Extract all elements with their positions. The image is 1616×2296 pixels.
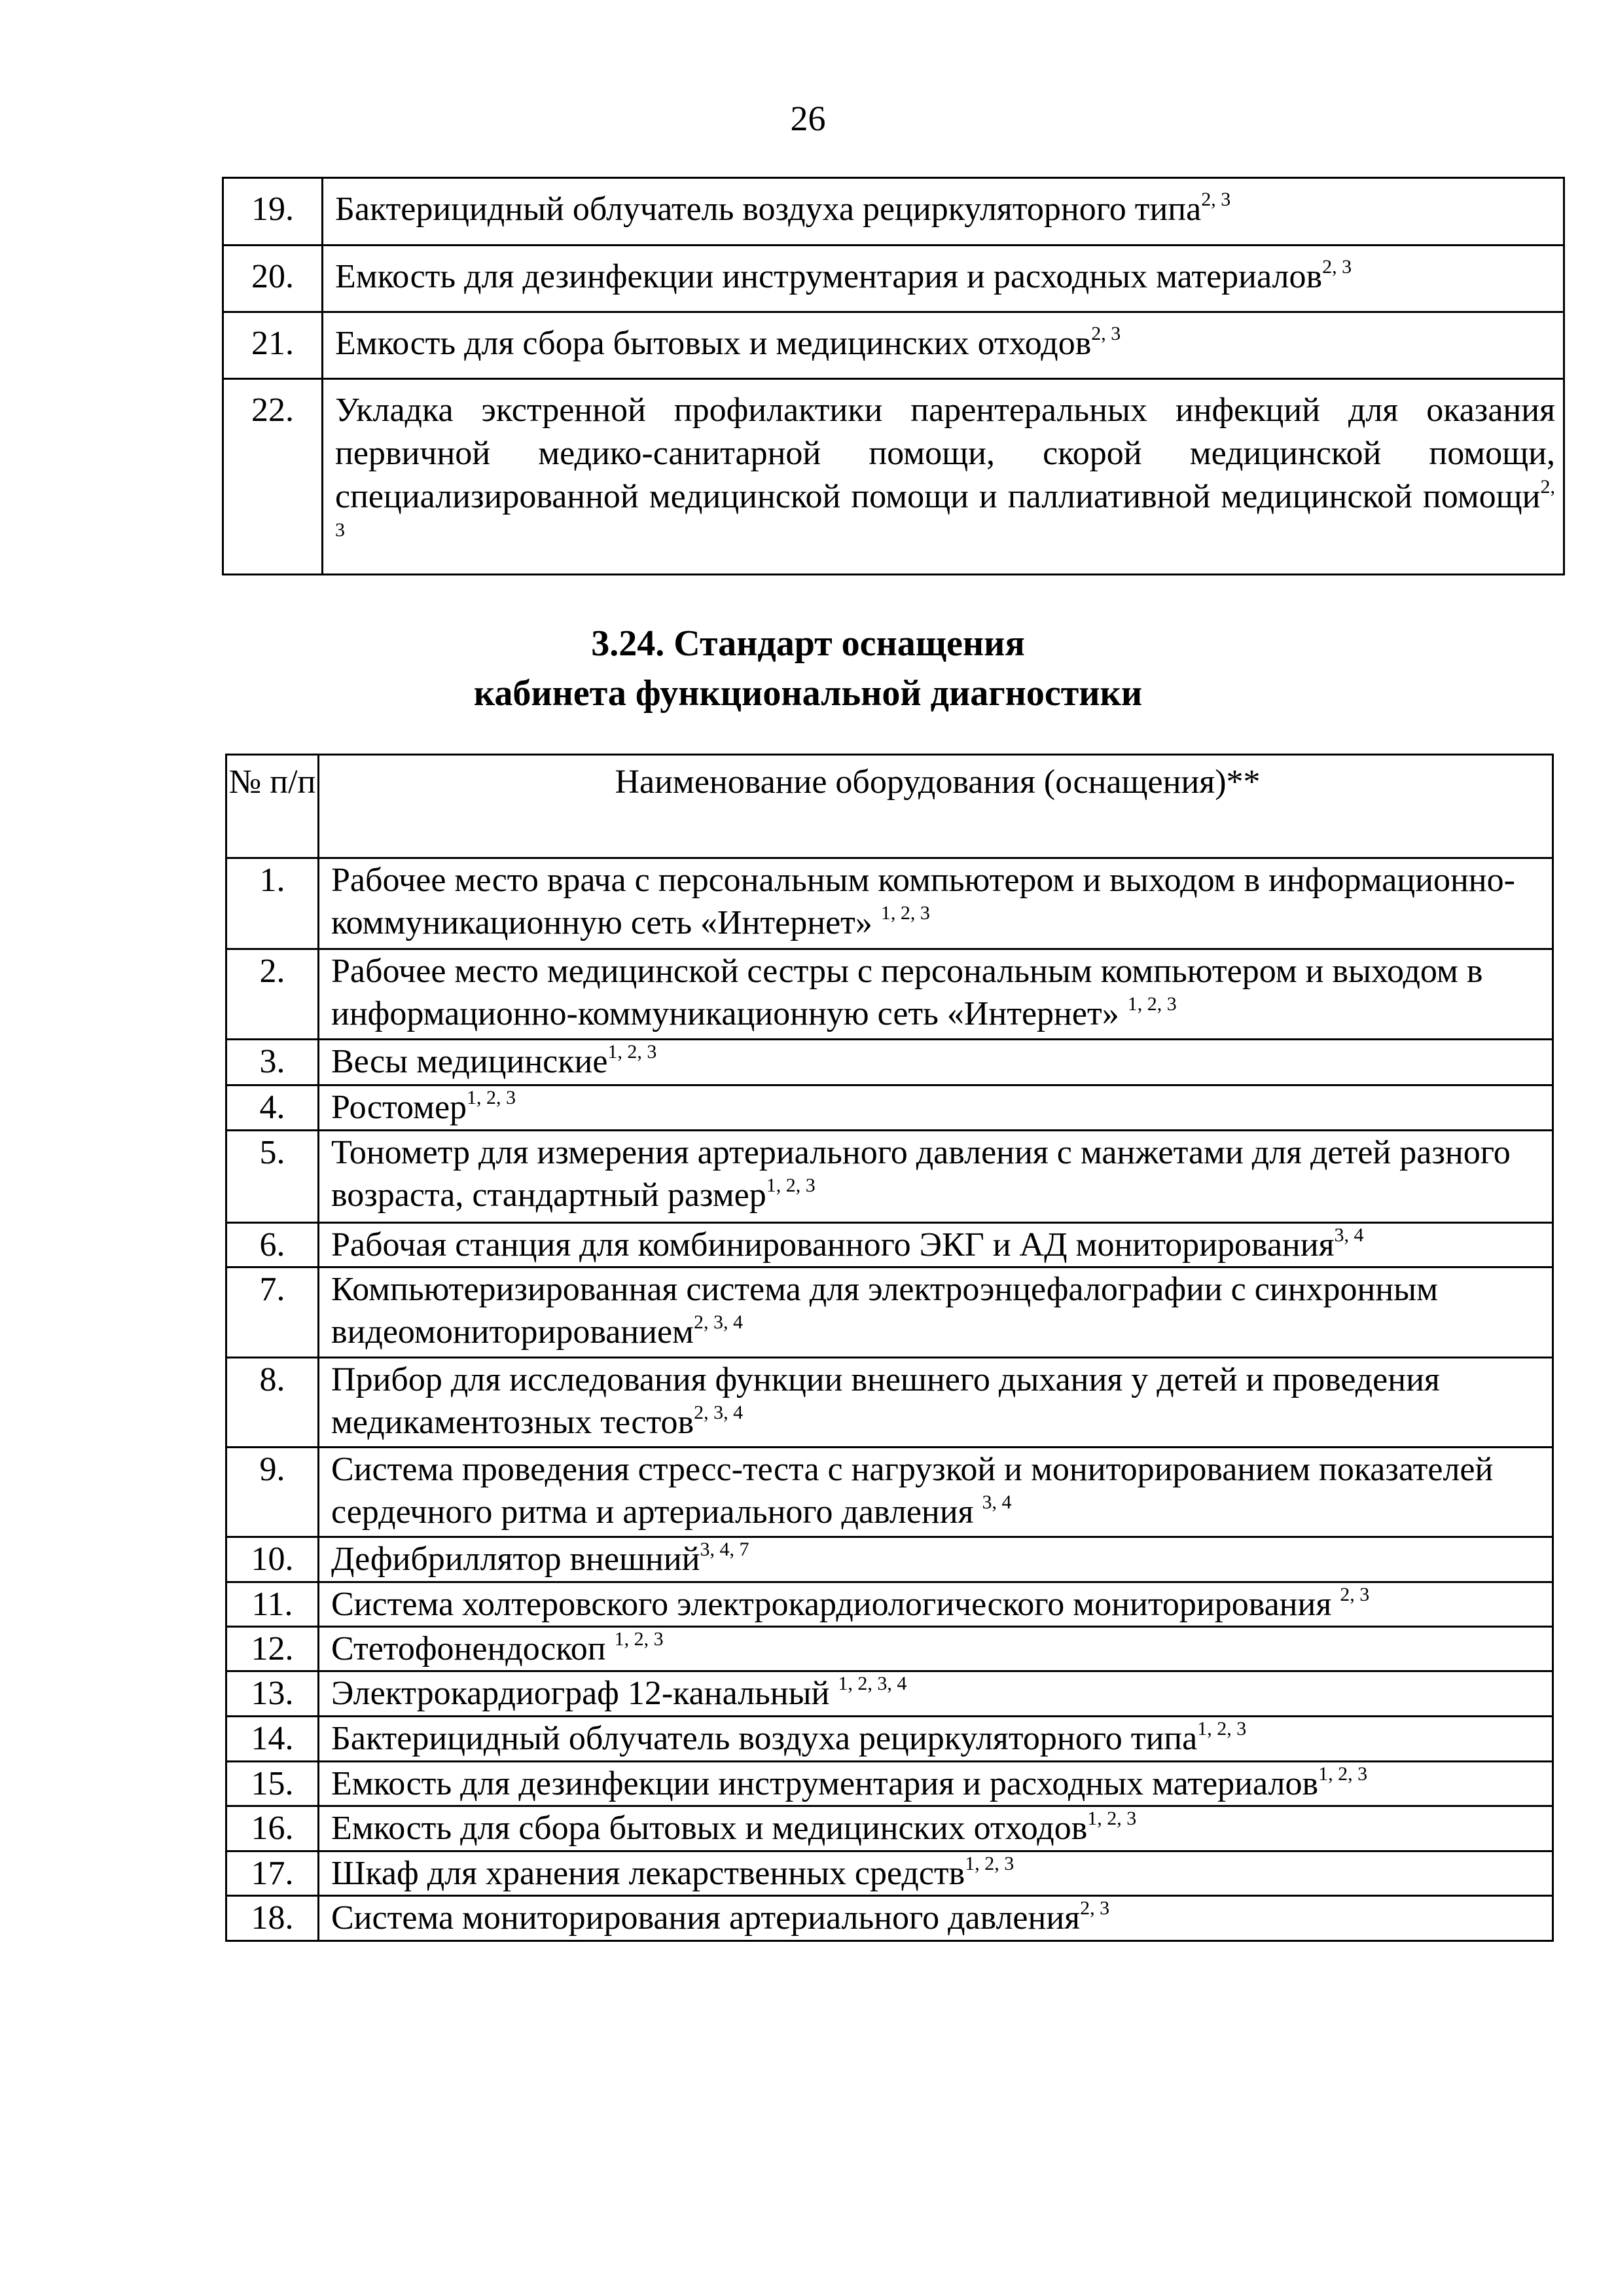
- row-number: 16.: [226, 1806, 319, 1851]
- table-row: [226, 1851, 1553, 1896]
- table-row: [226, 1717, 1553, 1762]
- row-text: Тонометр для измерения артериального давления с манжетами для детей разного возраста, стандартный размер$^{1, 2, 3}$: [319, 1131, 1553, 1223]
- row-number: 22.: [223, 379, 323, 575]
- page-number: 26: [790, 99, 826, 138]
- row-text: Весы медицинские$^{1, 2, 3}$: [319, 1040, 1553, 1085]
- table-row: [226, 1896, 1553, 1941]
- table-row: [226, 1085, 1553, 1131]
- table-row: [226, 949, 1553, 1040]
- table-row: [226, 1358, 1553, 1448]
- section-title-line: кабинета функциональной диагностики: [473, 673, 1143, 714]
- row-text: Рабочая станция для комбинированного ЭКГ и АД мониторирования$^{3, 4}$: [319, 1223, 1553, 1267]
- footnote-ref: 1, 2, 3: [1197, 1718, 1247, 1740]
- footnote-ref: 2, 3: [1340, 1584, 1370, 1605]
- table-row: [226, 1223, 1553, 1267]
- footnote-ref: 2, 3, 4: [693, 1311, 743, 1333]
- section-title: [0, 619, 1616, 718]
- row-text: Стетофонендоскоп $^{1, 2, 3}$: [319, 1627, 1553, 1671]
- row-number: 2.: [226, 949, 319, 1040]
- footnote-ref: 2, 3: [1201, 189, 1231, 210]
- footnote-ref: 1, 2, 3: [607, 1041, 657, 1063]
- table-row: [226, 1627, 1553, 1671]
- row-number: 21.: [223, 312, 323, 379]
- row-number: 12.: [226, 1627, 319, 1671]
- table-row: [223, 379, 1564, 575]
- footnote-ref: 1, 2, 3: [1318, 1763, 1368, 1785]
- row-text: Рабочее место медицинской сестры с персональным компьютером и выходом в информационно-коммуникационную сеть «Интернет» $^{1, 2, 3}$: [319, 949, 1553, 1040]
- footnote-ref: 1, 2, 3: [1087, 1808, 1137, 1829]
- footnote-ref: 3, 4: [982, 1491, 1012, 1513]
- footnote-ref: 2, 3: [335, 476, 1555, 541]
- row-number: 7.: [226, 1267, 319, 1358]
- table-header-row: [226, 755, 1553, 858]
- row-text: Система проведения стресс-теста с нагрузкой и мониторированием показателей сердечного ритма и артериального давления $^{3, 4}$: [319, 1448, 1553, 1537]
- row-number: 10.: [226, 1537, 319, 1582]
- row-number: 15.: [226, 1762, 319, 1806]
- table-row: [226, 858, 1553, 949]
- row-number: 1.: [226, 858, 319, 949]
- footnote-ref: 1, 2, 3: [965, 1853, 1014, 1874]
- row-text: Емкость для сбора бытовых и медицинских отходов$^{1, 2, 3}$: [319, 1806, 1553, 1851]
- row-text: Электрокардиограф 12-канальный $^{1, 2, 3, 4}$: [319, 1671, 1553, 1717]
- footnote-ref: 2, 3: [1091, 323, 1121, 344]
- row-text: Компьютеризированная система для электроэнцефалографии с синхронным видеомониторированием$^{2, 3, 4}$: [319, 1267, 1553, 1358]
- row-number: 18.: [226, 1896, 319, 1941]
- row-text: Система мониторирования артериального давления$^{2, 3}$: [319, 1896, 1553, 1941]
- row-text: Шкаф для хранения лекарственных средств$^{1, 2, 3}$: [319, 1851, 1553, 1896]
- table-row: [226, 1762, 1553, 1806]
- row-text: Ростомер$^{1, 2, 3}$: [319, 1085, 1553, 1131]
- table-row: [223, 178, 1564, 246]
- row-number: 4.: [226, 1085, 319, 1131]
- table-row: [226, 1671, 1553, 1717]
- table-row: [226, 1267, 1553, 1358]
- row-number: 6.: [226, 1223, 319, 1267]
- row-number: 19.: [223, 178, 323, 246]
- equipment-table: [225, 754, 1554, 1942]
- table-row: [226, 1806, 1553, 1851]
- footnote-ref: 2, 3: [1322, 256, 1352, 278]
- row-number: 8.: [226, 1358, 319, 1448]
- column-header-number: № п/п: [226, 755, 319, 858]
- row-number: 3.: [226, 1040, 319, 1085]
- table-row: [226, 1448, 1553, 1537]
- row-number: 9.: [226, 1448, 319, 1537]
- table-row: [226, 1537, 1553, 1582]
- row-number: 14.: [226, 1717, 319, 1762]
- row-text: Укладка экстренной профилактики парентеральных инфекций для оказания первичной медико-санитарной помощи, скорой медицинской помощи, специализированной медицинской помощи и паллиативной медицинской помощи$^{2, 3}$: [323, 379, 1564, 575]
- row-text: Емкость для дезинфекции инструментария и расходных материалов$^{2, 3}$: [323, 246, 1564, 312]
- table-row: [223, 246, 1564, 312]
- row-text: Рабочее место врача с персональным компьютером и выходом в информационно-коммуникационную сеть «Интернет» $^{1, 2, 3}$: [319, 858, 1553, 949]
- row-number: 17.: [226, 1851, 319, 1896]
- table-row: [223, 312, 1564, 379]
- column-header-name: Наименование оборудования (оснащения)**: [319, 755, 1553, 858]
- row-text: Емкость для сбора бытовых и медицинских отходов$^{2, 3}$: [323, 312, 1564, 379]
- row-text: Емкость для дезинфекции инструментария и расходных материалов$^{1, 2, 3}$: [319, 1762, 1553, 1806]
- table-row: [226, 1131, 1553, 1223]
- footnote-ref: 1, 2, 3: [467, 1087, 516, 1108]
- row-number: 20.: [223, 246, 323, 312]
- row-text: Дефибриллятор внешний$^{3, 4, 7}$: [319, 1537, 1553, 1582]
- row-number: 13.: [226, 1671, 319, 1717]
- footnote-ref: 1, 2, 3: [766, 1175, 816, 1196]
- table-row: [226, 1040, 1553, 1085]
- footnote-ref: 3, 4: [1334, 1224, 1364, 1246]
- section-title-line: 3.24. Стандарт оснащения: [591, 623, 1025, 664]
- footnote-ref: 1, 2, 3, 4: [838, 1673, 907, 1694]
- footnote-ref: 2, 3: [1080, 1897, 1110, 1919]
- row-number: 5.: [226, 1131, 319, 1223]
- row-number: 11.: [226, 1582, 319, 1627]
- row-text: Бактерицидный облучатель воздуха рециркуляторного типа$^{2, 3}$: [323, 178, 1564, 246]
- table-row: [226, 1582, 1553, 1627]
- footnote-ref: 2, 3, 4: [694, 1402, 744, 1423]
- footnote-ref: 1, 2, 3: [880, 902, 930, 924]
- footnote-ref: 1, 2, 3: [1127, 993, 1177, 1015]
- row-text: Система холтеровского электрокардиологического мониторирования $^{2, 3}$: [319, 1582, 1553, 1627]
- footnote-ref: 3, 4, 7: [700, 1539, 749, 1560]
- row-text: Прибор для исследования функции внешнего дыхания у детей и проведения медикаментозных тестов$^{2, 3, 4}$: [319, 1358, 1553, 1448]
- footnote-ref: 1, 2, 3: [614, 1628, 664, 1650]
- row-text: Бактерицидный облучатель воздуха рециркуляторного типа$^{1, 2, 3}$: [319, 1717, 1553, 1762]
- equipment-table-continued: [222, 177, 1565, 575]
